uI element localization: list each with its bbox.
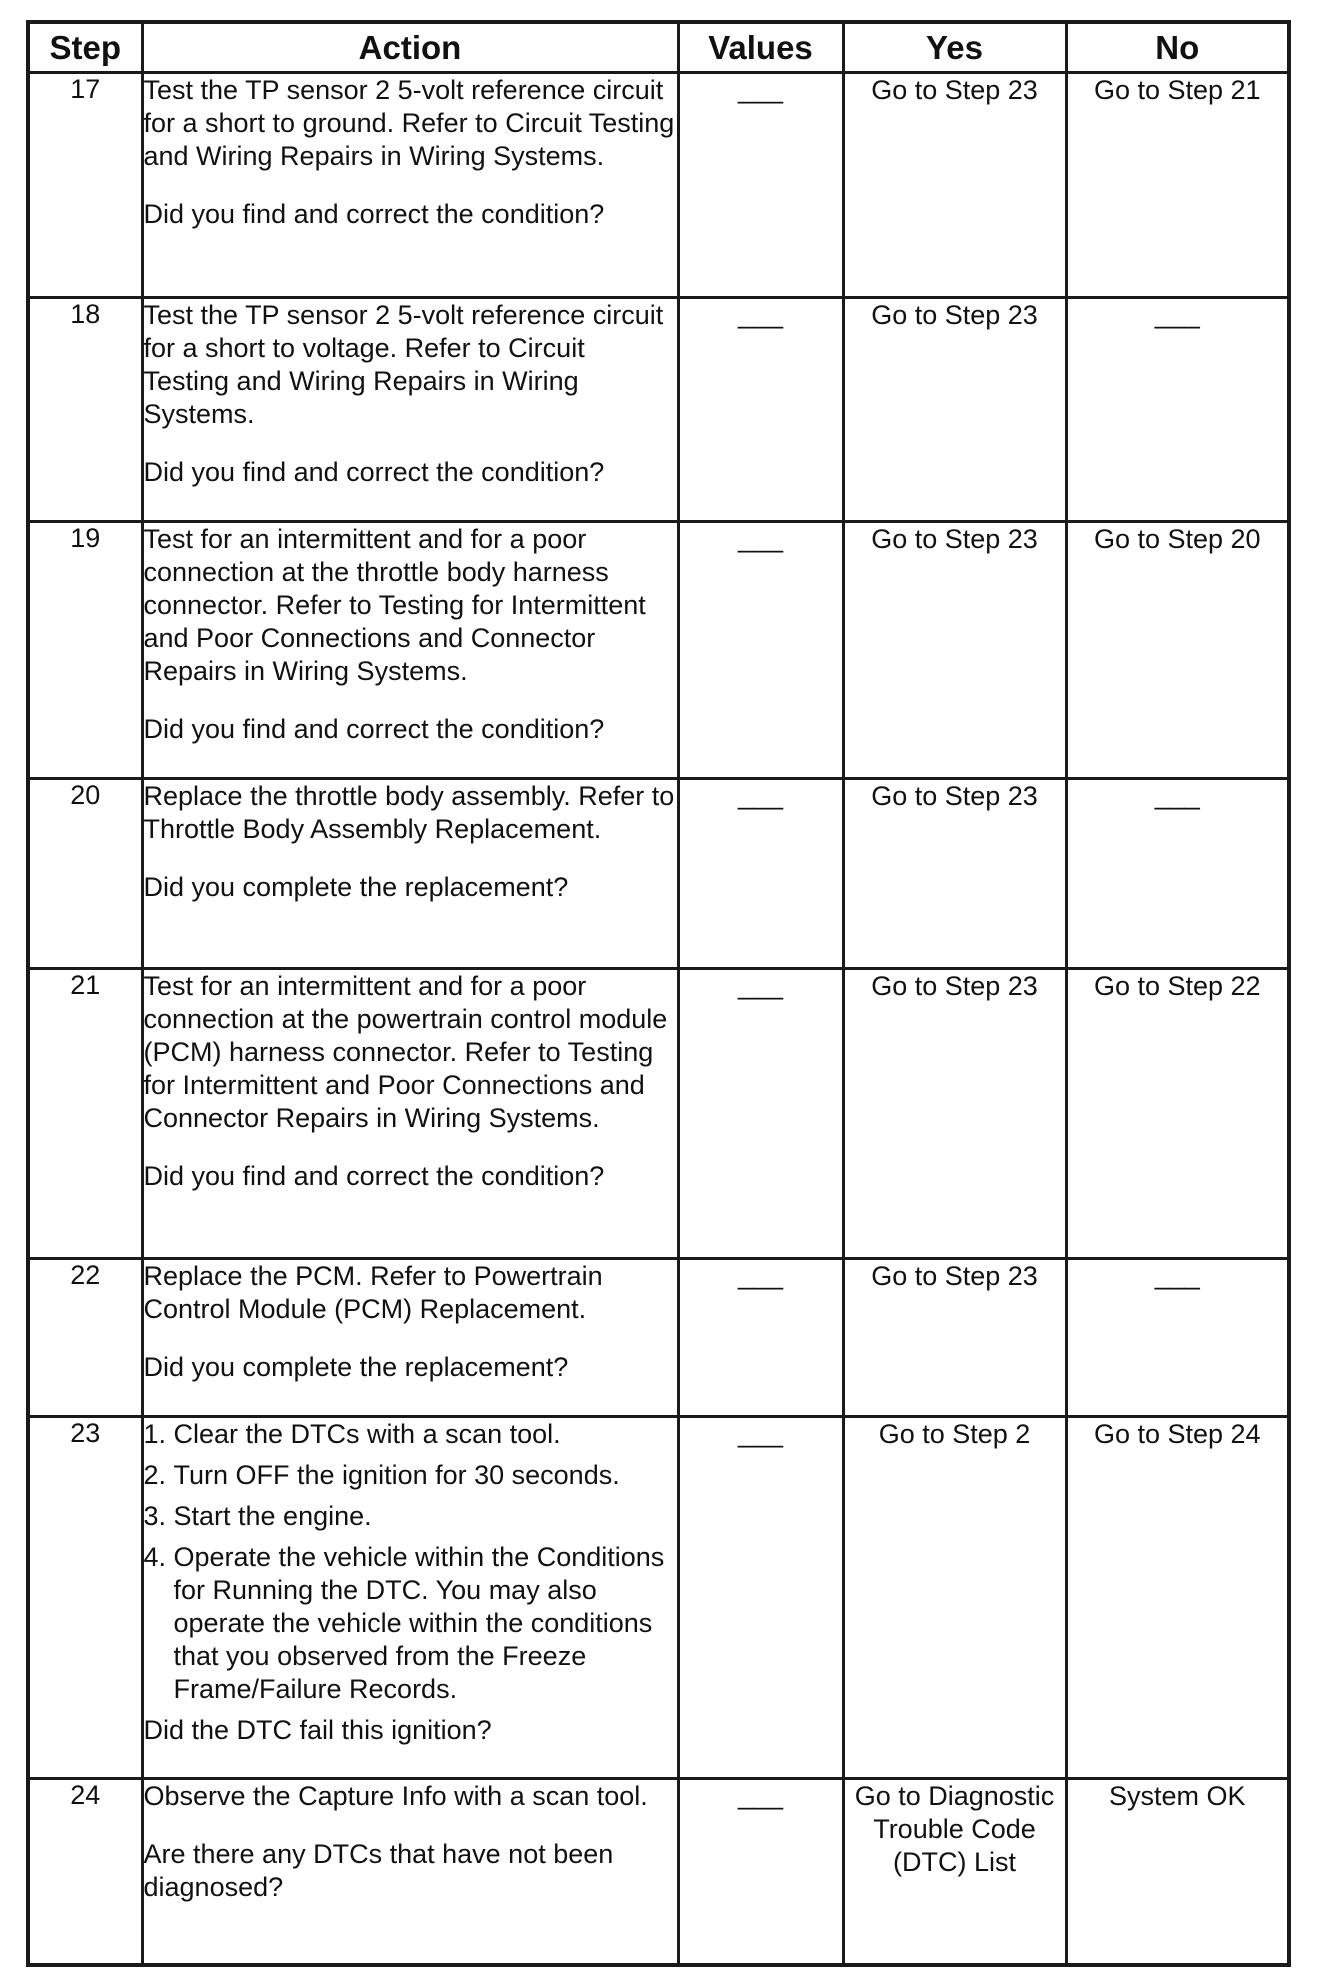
action-question: Did you complete the replacement? [143, 1352, 569, 1382]
step-number: 18 [28, 298, 142, 522]
action-cell [142, 1779, 678, 1965]
table-row [28, 298, 1289, 522]
yes-cell: Go to Step 23 [843, 298, 1066, 522]
step-number: 24 [28, 1779, 142, 1965]
action-question: Did you complete the replacement? [143, 872, 569, 902]
header-values: Values [678, 22, 843, 73]
step-number: 20 [28, 779, 142, 969]
step-number: 17 [28, 73, 142, 298]
yes-cell: Go to Step 2 [843, 1417, 1066, 1779]
action-text: Observe the Capture Info with a scan tool. [143, 1781, 648, 1811]
no-cell: Go to Step 21 [1066, 73, 1289, 298]
action-text: Test for an intermittent and for a poor connection at the throttle body harness connector. Refer to Testing for Intermittent and Poor Connections and Connector Repairs in Wiring Systems. [143, 524, 646, 686]
table-row [28, 969, 1289, 1259]
action-text: Test for an intermittent and for a poor connection at the powertrain control module (PCM) harness connector. Refer to Testing for Intermittent and Poor Connections and Connector Repairs in Wiring Systems. [143, 971, 668, 1133]
procedure-list [144, 1418, 677, 1706]
no-cell: Go to Step 22 [1066, 969, 1289, 1259]
yes-cell: Go to Step 23 [843, 1259, 1066, 1417]
header-action: Action [142, 22, 678, 73]
yes-cell: Go to Step 23 [843, 73, 1066, 298]
action-question: Did you find and correct the condition? [143, 714, 605, 744]
values-cell: ___ [678, 779, 843, 969]
no-cell: ___ [1066, 298, 1289, 522]
procedure-item: 2. Turn OFF the ignition for 30 seconds. [174, 1459, 677, 1492]
values-cell: ___ [678, 1417, 843, 1779]
table-row [28, 1779, 1289, 1965]
table-row [28, 779, 1289, 969]
action-question: Did you find and correct the condition? [143, 199, 605, 229]
no-cell: Go to Step 24 [1066, 1417, 1289, 1779]
diagnostic-table [26, 20, 1291, 1967]
yes-cell: Go to Step 23 [843, 779, 1066, 969]
no-cell: System OK [1066, 1779, 1289, 1965]
table-row [28, 1259, 1289, 1417]
yes-cell: Go to Step 23 [843, 522, 1066, 779]
action-cell [142, 1417, 678, 1779]
action-cell [142, 73, 678, 298]
action-text: Test the TP sensor 2 5-volt reference circuit for a short to ground. Refer to Circuit Testing and Wiring Repairs in Wiring Systems. [143, 75, 675, 171]
action-cell [142, 298, 678, 522]
action-text: Test the TP sensor 2 5-volt reference circuit for a short to voltage. Refer to Circuit Testing and Wiring Repairs in Wiring Systems. [143, 300, 664, 429]
procedure-item: 4. Operate the vehicle within the Conditions for Running the DTC. You may also operate the vehicle within the conditions that you observed from the Freeze Frame/Failure Records. [174, 1541, 677, 1706]
step-number: 23 [28, 1417, 142, 1779]
values-cell: ___ [678, 298, 843, 522]
values-cell: ___ [678, 1259, 843, 1417]
header-step: Step [28, 22, 142, 73]
yes-cell: Go to Diagnostic Trouble Code (DTC) List [843, 1779, 1066, 1965]
procedure-item: 3. Start the engine. [174, 1500, 677, 1533]
action-cell [142, 522, 678, 779]
action-question: Did the DTC fail this ignition? [143, 1715, 492, 1745]
header-row [28, 22, 1289, 73]
yes-cell: Go to Step 23 [843, 969, 1066, 1259]
action-cell [142, 1259, 678, 1417]
action-question: Did you find and correct the condition? [143, 1161, 605, 1191]
action-cell [142, 779, 678, 969]
action-text: Replace the PCM. Refer to Powertrain Control Module (PCM) Replacement. [143, 1261, 603, 1324]
values-cell: ___ [678, 73, 843, 298]
table-row [28, 1417, 1289, 1779]
table-row [28, 522, 1289, 779]
action-text: Replace the throttle body assembly. Refer to Throttle Body Assembly Replacement. [143, 781, 675, 844]
values-cell: ___ [678, 1779, 843, 1965]
values-cell: ___ [678, 522, 843, 779]
step-number: 22 [28, 1259, 142, 1417]
values-cell: ___ [678, 969, 843, 1259]
action-cell [142, 969, 678, 1259]
action-question: Did you find and correct the condition? [143, 457, 605, 487]
procedure-item: 1. Clear the DTCs with a scan tool. [174, 1418, 677, 1451]
table-row [28, 73, 1289, 298]
no-cell: ___ [1066, 1259, 1289, 1417]
header-no: No [1066, 22, 1289, 73]
no-cell: Go to Step 20 [1066, 522, 1289, 779]
step-number: 19 [28, 522, 142, 779]
action-question: Are there any DTCs that have not been diagnosed? [143, 1839, 614, 1902]
header-yes: Yes [843, 22, 1066, 73]
step-number: 21 [28, 969, 142, 1259]
no-cell: ___ [1066, 779, 1289, 969]
